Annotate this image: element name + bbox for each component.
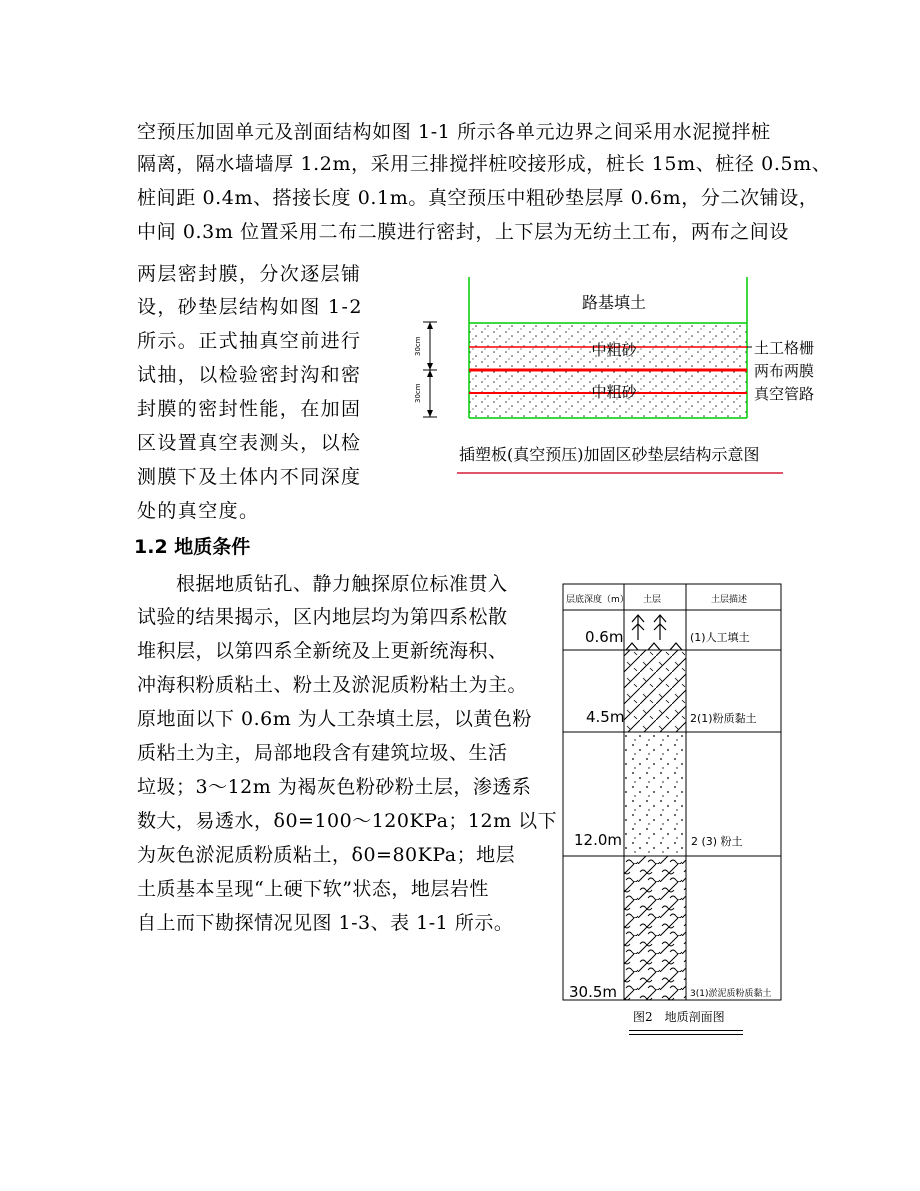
callout-membrane-label: 两布两膜 xyxy=(754,362,815,380)
wrap-line: 设，砂垫层结构如图 1-2 xyxy=(137,296,363,318)
intro-line: 空预压加固单元及剖面结构如图 1-1 所示各单元边界之间采用水泥搅拌桩 xyxy=(137,121,771,143)
depth-value: 12.0m xyxy=(574,831,623,849)
profile-layer-fill xyxy=(624,650,686,732)
geo-line: 土质基本呈现“上硬下软”状态，地层岩性 xyxy=(137,878,489,900)
geo-line: 原地面以下 0.6m 为人工杂填土层，以黄色粉 xyxy=(137,708,532,730)
fill-label: 路基填土 xyxy=(581,293,647,312)
figure2-caption: 图2 地质剖面图 xyxy=(633,1010,725,1024)
geo-line: 堆积层，以第四系全新统及上更新统海积、 xyxy=(137,640,508,662)
callout-geogrid-label: 土工格栅 xyxy=(754,339,815,357)
depth-value: 30.5m xyxy=(569,983,618,1001)
intro-line: 隔离，隔水墙墙厚 1.2m，采用三排搅拌桩咬接形成，桩长 15m、桩径 0.5m、 xyxy=(137,153,832,175)
wrap-line: 两层密封膜，分次逐层铺 xyxy=(137,263,362,285)
layer-desc: 2(1)粉质黏土 xyxy=(690,712,757,725)
geo-line: 为灰色淤泥质粉质粘土，δ0=80KPa；地层 xyxy=(137,844,516,866)
depth-value: 0.6m xyxy=(585,628,624,646)
sand-label-upper: 中粗砂 xyxy=(591,341,637,359)
layer-desc: 3(1)淤泥质粉质黏土 xyxy=(690,989,772,999)
header-desc: 土层描述 xyxy=(711,595,748,605)
geo-line: 根据地质钻孔、静力触探原位标准贯入 xyxy=(137,573,508,595)
profile-layer-fill xyxy=(624,732,686,856)
layer-desc: (1)人工填土 xyxy=(690,631,750,644)
header-layer: 土层 xyxy=(643,595,662,605)
geo-line: 试验的结果揭示，区内地层均为第四系松散 xyxy=(137,606,508,628)
profile-layer-fill xyxy=(624,856,686,1000)
fill-arrow-icon xyxy=(626,615,682,650)
wrap-line: 区设置真空表测头，以检 xyxy=(137,432,362,454)
geo-line: 自上而下勘探情况见图 1-3、表 1-1 所示。 xyxy=(137,912,514,934)
header-depth: 层底深度（m） xyxy=(566,595,629,605)
geo-line: 垃圾；3～12m 为褐灰色粉砂粉土层，渗透系 xyxy=(137,776,532,798)
wrap-line: 所示。正式抽真空前进行 xyxy=(137,330,362,352)
dim-label-upper: 30cm xyxy=(414,336,422,356)
geo-line: 质粘土为主，局部地段含有建筑垃圾、生活 xyxy=(137,742,508,764)
layer-desc: 2 (3) 粉土 xyxy=(691,835,743,848)
geo-line: 冲海积粉质粘土、粉土及淤泥质粉粘土为主。 xyxy=(137,674,528,696)
sand-label-lower: 中粗砂 xyxy=(591,383,637,401)
intro-line: 桩间距 0.4m、搭接长度 0.1m。真空预压中粗砂垫层厚 0.6m，分二次铺设， xyxy=(137,187,819,209)
section-heading: 1.2 地质条件 xyxy=(134,536,251,558)
callout-pipe-label: 真空管路 xyxy=(754,385,815,403)
figure2-caption-underline xyxy=(629,1034,743,1035)
intro-line: 中间 0.3m 位置采用二布二膜进行密封，上下层为无纺土工布，两布之间设 xyxy=(137,221,789,243)
wrap-line: 处的真空度。 xyxy=(137,500,260,522)
dim-label-lower: 30cm xyxy=(414,383,422,403)
depth-value: 4.5m xyxy=(586,708,625,726)
wrap-line: 测膜下及土体内不同深度 xyxy=(137,466,362,488)
figure2-caption-underline xyxy=(629,1030,743,1031)
geo-line: 数大，易透水，δ0=100～120KPa；12m 以下 xyxy=(137,810,558,832)
wrap-line: 试抽，以检验密封沟和密 xyxy=(137,364,362,386)
wrap-line: 封膜的密封性能，在加固 xyxy=(137,398,362,420)
figure1-caption: 插塑板(真空预压)加固区砂垫层结构示意图 xyxy=(459,445,760,464)
